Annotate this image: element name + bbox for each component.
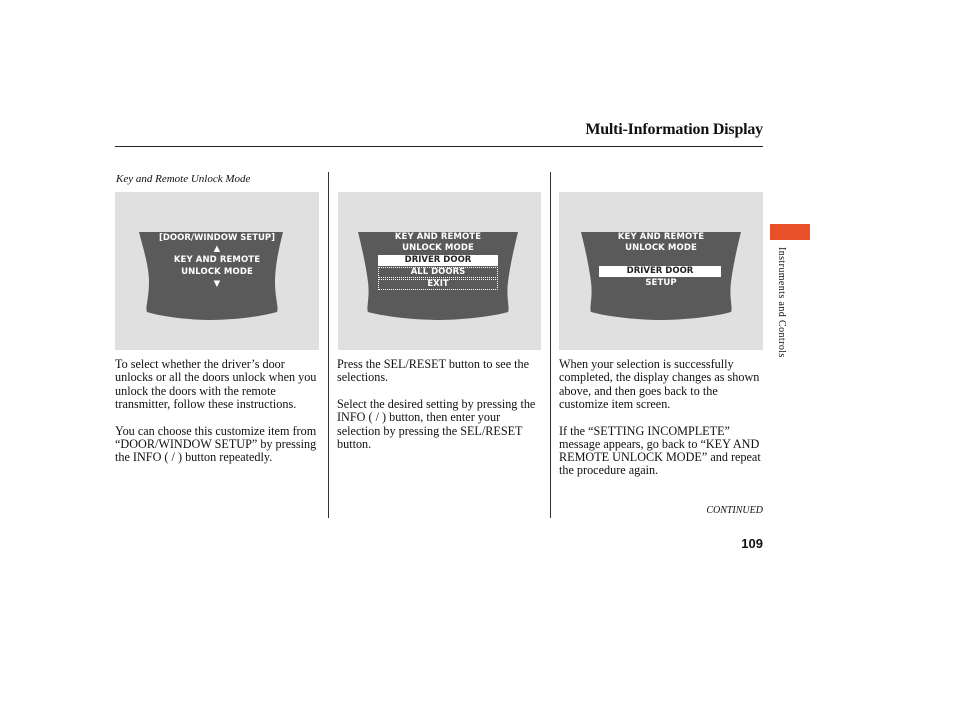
continued-label: CONTINUED	[706, 505, 763, 516]
figure-caption: Key and Remote Unlock Mode	[116, 173, 251, 185]
paragraph: To select whether the driver’s door unlocks or all the doors unlock when you unlock the doors with the remote transmitter, follow these instructions.	[115, 357, 317, 411]
display-line: KEY AND REMOTE	[394, 232, 482, 242]
up-arrow-icon: ▲	[213, 244, 221, 254]
down-arrow-icon: ▼	[213, 279, 221, 289]
display-line: UNLOCK MODE	[181, 267, 253, 277]
paragraph: When your selection is successfully completed, the display changes as shown above, and then goes back to the customize item screen.	[559, 357, 760, 411]
display-line: [DOOR/WINDOW SETUP]	[158, 233, 276, 243]
display-line: UNLOCK MODE	[402, 243, 474, 253]
selected-driver-door: DRIVER DOOR	[599, 266, 721, 277]
paragraph: You can choose this customize item from “DOOR/WINDOW SETUP” by pressing the INFO ( / ) button repeatedly.	[115, 423, 317, 465]
option-exit: EXIT	[378, 279, 498, 290]
page-title: Multi-Information Display	[585, 121, 763, 138]
display-line: UNLOCK MODE	[625, 243, 697, 253]
text-column-3	[559, 358, 765, 491]
display-line: SETUP	[645, 278, 677, 288]
display-line: KEY AND REMOTE	[617, 232, 705, 242]
text-column-2	[337, 358, 545, 465]
option-driver-door: DRIVER DOOR	[378, 255, 498, 266]
section-tab	[770, 224, 810, 240]
display-line: KEY AND REMOTE	[173, 255, 261, 265]
option-all-doors: ALL DOORS	[378, 267, 498, 278]
column-divider-1	[328, 172, 329, 518]
title-rule	[115, 146, 763, 147]
text-column-1	[115, 358, 323, 478]
display-panel-1	[115, 192, 319, 350]
column-divider-2	[550, 172, 551, 518]
page-number: 109	[741, 536, 763, 551]
display-panel-3	[559, 192, 763, 350]
paragraph: Press the SEL/RESET button to see the selections.	[337, 357, 530, 385]
paragraph: Select the desired setting by pressing the INFO ( / ) button, then enter your selection by pressing the SEL/RESET button.	[337, 396, 536, 451]
paragraph: If the “SETTING INCOMPLETE” message appears, go back to “KEY AND REMOTE UNLOCK MODE” and repeat the procedure again.	[559, 423, 761, 478]
section-label: Instruments and Controls	[776, 247, 787, 358]
display-panel-2	[338, 192, 541, 350]
